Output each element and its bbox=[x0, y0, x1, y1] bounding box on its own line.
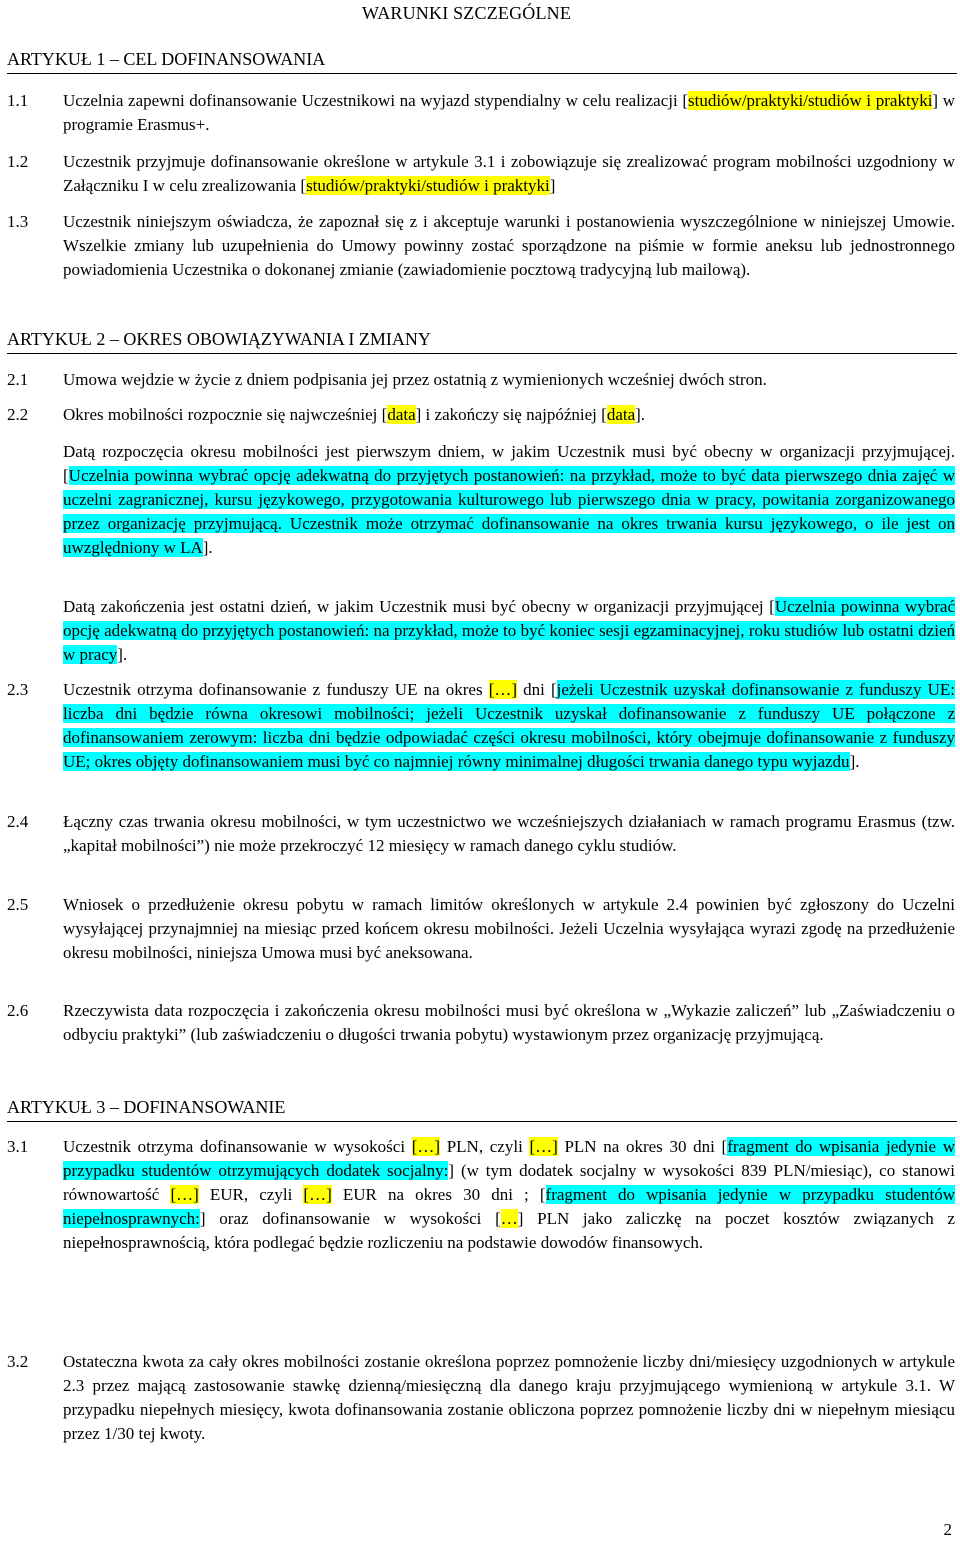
paragraph-text: Uczestnik przyjmuje dofinansowanie określone w artykule 3.1 i zobowiązuje się zrealizować program mobilności uzgodniony w Załączniku I w celu zrealizowania [studiów/praktyki/studiów i praktyki] bbox=[63, 152, 955, 195]
highlight-instruction: fragment do wpisania jedynie w przypadku studentów otrzymujących dodatek socjalny: bbox=[63, 1137, 955, 1180]
highlight-instruction: fragment do wpisania jedynie w przypadku studentów niepełnosprawnych: bbox=[63, 1185, 955, 1228]
paragraph-2-3 bbox=[7, 678, 955, 774]
paragraph-text: Uczestnik otrzyma dofinansowanie w wysokości […] PLN, czyli […] PLN na okres 30 dni [fragment do wpisania jedynie w przypadku studentów otrzymujących dodatek socjalny:] (w tym dodatek socjalny w wysokości 839 PLN/miesiąc), co stanowi równowartość […] EUR, czyli […] EUR na okres 30 dni ; [fragment do wpisania jedynie w przypadku studentów niepełnosprawnych:] oraz dofinansowanie w wysokości […] PLN jako zaliczkę na poczet kosztów związanych z niepełnosprawnością, która podlegać będzie rozliczeniu na podstawie dowodów finansowych. bbox=[63, 1137, 955, 1252]
paragraph-text: Uczestnik otrzyma dofinansowanie z funduszy UE na okres […] dni [jeżeli Uczestnik uzyskał dofinansowanie z funduszy UE: liczba dni będzie równa okresowi mobilności; jeżeli Uczestnik uzyskał dofinansowanie z funduszy UE połączone z dofinansowaniem zerowym: liczba dni będzie odpowiadać części okresu mobilności, który obejmuje dofinansowanie z funduszy UE; okres objęty dofinansowaniem musi być co najmniej równy minimalnej długości trwania danego typu wyjazdu]. bbox=[63, 680, 955, 771]
page-number: 2 bbox=[943, 1520, 952, 1539]
paragraph-3-2 bbox=[7, 1350, 955, 1446]
paragraph-text: Wniosek o przedłużenie okresu pobytu w ramach limitów określonych w artykule 2.4 powinien być zgłoszony do Uczelni wysyłającej przynajmniej na miesiąc przed końcem okresu mobilności. Jeżeli Uczelnia wysyłająca wyrazi zgodę na przedłużenie okresu mobilności, niniejsza Umowa musi być aneksowana. bbox=[63, 895, 955, 962]
paragraph-2-2 bbox=[7, 403, 955, 427]
highlight-fill-field: […] bbox=[488, 680, 518, 699]
paragraph-2-5 bbox=[7, 893, 955, 965]
paragraph-1-2 bbox=[7, 150, 955, 198]
highlight-fill-field: […] bbox=[411, 1137, 441, 1156]
paragraph-number: 1.1 bbox=[7, 91, 29, 110]
paragraph-number: 3.2 bbox=[7, 1352, 29, 1371]
paragraph-2-2-end-date: Datą zakończenia jest ostatni dzień, w jakim Uczestnik musi być obecny w organizacji przyjmującej [Uczelnia powinna wybrać opcję adekwatną do przyjętych postanowień: na przykład, może to być koniec sesji egzaminacyjnej, roku studiów lub ostatni dzień w pracy]. bbox=[63, 597, 955, 664]
highlight-instruction: jeżeli Uczestnik uzyskał dofinansowanie z funduszy UE: liczba dni będzie równa okresowi mobilności; jeżeli Uczestnik uzyskał dofinansowanie z funduszy UE połączone z dofinansowaniem zerowym: liczba dni będzie odpowiadać części okresu mobilności, który obejmuje dofinansowanie z funduszy UE; okres objęty dofinansowaniem musi być co najmniej równy minimalnej długości trwania danego typu wyjazdu bbox=[63, 680, 955, 771]
paragraph-1-1 bbox=[7, 89, 955, 137]
paragraph-text: Rzeczywista data rozpoczęcia i zakończenia okresu mobilności musi być określona w „Wykazie zaliczeń” lub „Zaświadczeniu o odbyciu praktyki” (lub zaświadczeniu o długości trwania pobytu) wystawionym przez organizację przyjmującą. bbox=[63, 1001, 955, 1044]
highlight-fill-field: studiów/praktyki/studiów i praktyki bbox=[688, 91, 933, 110]
highlight-fill-field: […] bbox=[303, 1185, 332, 1204]
paragraph-3-1 bbox=[7, 1135, 955, 1255]
paragraph-text: Ostateczna kwota za cały okres mobilności zostanie określona poprzez pomnożenie liczby dni/miesięcy uzgodnionych w artykule 2.3 przez mającą zastosowanie stawkę dzienną/miesięczną dla danego kraju przyjmującego wymienioną w artykule 3.1. W przypadku niepełnych miesięcy, kwota dofinansowania zostanie obliczona poprzez pomnożenie liczby dni w niepełnym miesiącu przez 1/30 tej kwoty. bbox=[63, 1352, 955, 1443]
highlight-fill-field: … bbox=[500, 1209, 518, 1228]
highlight-fill-field: data bbox=[387, 405, 416, 424]
highlight-instruction: Uczelnia powinna wybrać opcję adekwatną do przyjętych postanowień: na przykład, może to być data pierwszego dnia zajęć w uczelni zagranicznej, kursu językowego, przygotowania kulturowego lub pierwszego dnia w pracy, powitania zorganizowanego przez organizację przyjmującą. Uczestnik może otrzymać dofinansowanie na okres trwania kursu językowego, o ile jest on uwzględniony w LA bbox=[63, 466, 955, 557]
highlight-instruction: Uczelnia powinna wybrać opcję adekwatną do przyjętych postanowień: na przykład, może to być koniec sesji egzaminacyjnej, roku studiów lub ostatni dzień w pracy bbox=[63, 597, 955, 664]
highlight-fill-field: data bbox=[606, 405, 636, 424]
paragraph-number: 2.2 bbox=[7, 405, 29, 424]
paragraph-number: 2.3 bbox=[7, 680, 29, 699]
paragraph-2-6 bbox=[7, 999, 955, 1047]
paragraph-text: Umowa wejdzie w życie z dniem podpisania jej przez ostatnią z wymienionych wcześniej dwóch stron. bbox=[63, 370, 767, 389]
paragraph-number: 1.3 bbox=[7, 212, 29, 231]
paragraph-text: Okres mobilności rozpocznie się najwcześniej [data] i zakończy się najpóźniej [data]. bbox=[63, 405, 646, 424]
paragraph-number: 2.5 bbox=[7, 895, 29, 914]
paragraph-text: Uczelnia zapewni dofinansowanie Uczestnikowi na wyjazd stypendialny w celu realizacji [studiów/praktyki/studiów i praktyki] w programie Erasmus+. bbox=[63, 91, 955, 134]
article-3-title: ARTYKUŁ 3 – DOFINANSOWANIE bbox=[7, 1096, 957, 1122]
paragraph-number: 2.6 bbox=[7, 1001, 29, 1020]
paragraph-text: Uczestnik niniejszym oświadcza, że zapoznał się z i akceptuje warunki i postanowienia wyszczególnione w niniejszej Umowie. Wszelkie zmiany lub uzupełnienia do Umowy powinny zostać sporządzone na piśmie w formie aneksu lub jednostronnego powiadomienia Uczestnika o dokonanej zmianie (zawiadomienie pocztową tradycyjną lub mailową). bbox=[63, 212, 955, 279]
paragraph-2-4 bbox=[7, 810, 955, 858]
highlight-fill-field: […] bbox=[529, 1137, 558, 1156]
paragraph-2-2-start-date: Datą rozpoczęcia okresu mobilności jest pierwszym dniem, w jakim Uczestnik musi być obecny w organizacji przyjmującej. [Uczelnia powinna wybrać opcję adekwatną do przyjętych postanowień: na przykład, może to być data pierwszego dnia zajęć w uczelni zagranicznej, kursu językowego, przygotowania kulturowego lub pierwszego dnia w pracy, powitania zorganizowanego przez organizację przyjmującą. Uczestnik może otrzymać dofinansowanie na okres trwania kursu językowego, o ile jest on uwzględniony w LA]. bbox=[63, 442, 955, 557]
paragraph-number: 2.1 bbox=[7, 370, 29, 389]
highlight-fill-field: studiów/praktyki/studiów i praktyki bbox=[306, 176, 550, 195]
paragraph-1-3 bbox=[7, 210, 955, 282]
paragraph-number: 3.1 bbox=[7, 1137, 29, 1156]
article-2-title: ARTYKUŁ 2 – OKRES OBOWIĄZYWANIA I ZMIANY bbox=[7, 328, 957, 354]
paragraph-text: Łączny czas trwania okresu mobilności, w tym uczestnictwo we wcześniejszych działaniach w ramach programu Erasmus (tzw. „kapitał mobilności”) nie może przekroczyć 12 miesięcy w ramach danego cyklu studiów. bbox=[63, 812, 955, 855]
highlight-fill-field: […] bbox=[170, 1185, 199, 1204]
paragraph-number: 2.4 bbox=[7, 812, 29, 831]
paragraph-2-1 bbox=[7, 368, 955, 392]
document-title: WARUNKI SZCZEGÓLNE bbox=[362, 3, 572, 23]
article-1-title: ARTYKUŁ 1 – CEL DOFINANSOWANIA bbox=[7, 48, 957, 74]
paragraph-number: 1.2 bbox=[7, 152, 29, 171]
